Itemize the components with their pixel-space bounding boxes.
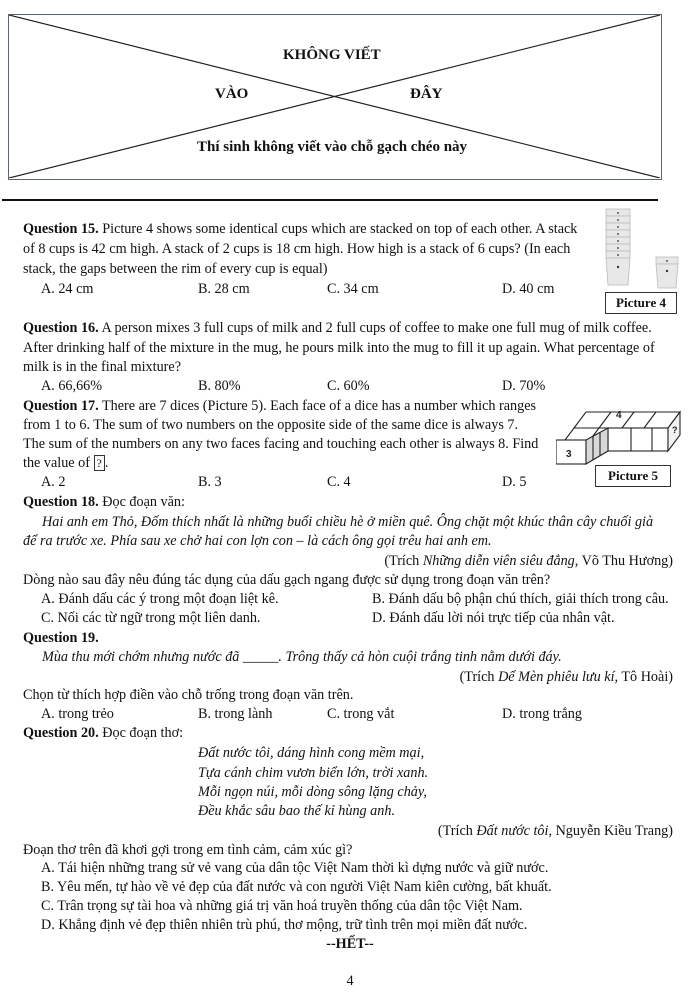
q20-poem-line4: Đều khắc sâu bao thế kỉ hùng anh. (198, 803, 396, 819)
q19-passage: Mùa thu mới chớm nhưng nước đã _____. Trông thấy cả hòn cuội trắng tinh nằm dưới đáy. (42, 649, 562, 665)
q17-label: Question 17. (23, 398, 99, 414)
header-note: Thí sinh không viết vào chỗ gạch chéo này (197, 139, 468, 155)
q19-line1 (23, 629, 99, 649)
q18-passage-line1: Hai anh em Thỏ, Đốm thích nhất là những buổi chiều hè ở miền quê. Ông chặt một khúc thân cây chuối già (42, 514, 654, 530)
q20-poem-line3: Mỗi ngọn núi, mỗi dòng sông lặng chảy, (198, 784, 427, 800)
q18-label: Question 18. (23, 494, 99, 510)
q15-line3: stack, the gaps between the rim of every cup is equal) (23, 261, 328, 277)
q15-option-c[interactable]: C. 34 cm (327, 281, 379, 297)
q17-option-c[interactable]: C. 4 (327, 474, 351, 490)
q17-line2: from 1 to 6. The sum of two numbers on the opposite side of the same dice is always 7. (23, 417, 519, 433)
q20-poem-line1: Đất nước tôi, dáng hình cong mềm mại, (198, 745, 425, 761)
q17-line1: Question 17. There are 7 dices (Picture 5). Each face of a dice has a number which ranges (23, 398, 537, 414)
q17-option-d[interactable]: D. 5 (502, 474, 527, 490)
q20-label: Question 20. (23, 725, 99, 741)
picture-4-caption: Picture 4 (605, 292, 677, 314)
q20-option-c[interactable]: C. Trân trọng sự tài hoa và những giá trị văn hoá truyền thống của dân tộc Việt Nam. (41, 898, 523, 914)
unknown-value-box: ? (94, 455, 105, 471)
header-left-word: VÀO (215, 86, 249, 102)
q15-option-b[interactable]: B. 28 cm (198, 281, 250, 297)
q15-line2: of 8 cups is 42 cm high. A stack of 2 cups is 18 cm high. How high is a stack of 6 cups? (In each (23, 241, 571, 257)
svg-text:4: 4 (616, 410, 622, 421)
q16-option-c[interactable]: C. 60% (327, 378, 370, 394)
q19-source: (Trích Dế Mèn phiêu lưu kí, Tô Hoài) (459, 669, 673, 685)
q15-option-d[interactable]: D. 40 cm (502, 281, 555, 297)
svg-text:?: ? (672, 425, 678, 435)
q17-line3: The sum of the numbers on any two faces facing and touching each other is always 8. Find (23, 436, 539, 452)
header-line1: KHÔNG VIẾT (283, 47, 381, 63)
q19-option-d[interactable]: D. trong trắng (502, 706, 582, 722)
dice-arrangement-picture (556, 406, 686, 468)
q19-label: Question 19. (23, 630, 99, 646)
divider-line (2, 199, 658, 201)
q18-source: (Trích Những diễn viên siêu đẳng, Võ Thu Hương) (384, 553, 673, 569)
q17-option-a[interactable]: A. 2 (41, 474, 66, 490)
q17-option-b[interactable]: B. 3 (198, 474, 222, 490)
q20-source: (Trích Đất nước tôi, Nguyễn Kiều Trang) (437, 823, 673, 839)
q16-line2: After drinking half of the mixture in the mug, he pours milk into the mug to fill it up again. What percentage of (23, 340, 655, 356)
stacked-cups-picture (600, 205, 690, 290)
end-mark: --HẾT-- (326, 936, 374, 952)
q20-question: Đoạn thơ trên đã khơi gợi trong em tình cảm, cảm xúc gì? (23, 842, 353, 858)
q18-option-c[interactable]: C. Nối các từ ngữ trong một liên danh. (41, 610, 261, 626)
q15-label: Question 15. (23, 221, 99, 237)
q16-option-d[interactable]: D. 70% (502, 378, 546, 394)
q18-passage-line2: để ra trước xe. Phía sau xe chở hai con lợn con – là cách ông gọi trêu hai anh em. (23, 533, 492, 549)
q16-option-a[interactable]: A. 66,66% (41, 378, 103, 394)
q18-option-d[interactable]: D. Đánh dấu lời nói trực tiếp của nhân vật. (372, 610, 615, 626)
q20-option-d[interactable]: D. Khẳng định vẻ đẹp thiên nhiên trù phú, thơ mộng, trữ tình trên mọi miền đất nước. (41, 917, 528, 933)
q20-option-b[interactable]: B. Yêu mến, tự hào về vẻ đẹp của đất nước và con người Việt Nam kiên cường, bất khuất. (41, 879, 552, 895)
q18-option-b[interactable]: B. Đánh dấu bộ phận chú thích, giải thích trong câu. (372, 591, 669, 607)
q16-option-b[interactable]: B. 80% (198, 378, 241, 394)
picture-5-caption: Picture 5 (595, 465, 671, 487)
q15-line1: Question 15. Picture 4 shows some identical cups which are stacked on top of each other. A stack (23, 221, 578, 237)
q16-line3: milk is in the final mixture? (23, 359, 182, 375)
page-number: 4 (346, 973, 354, 989)
q16-line1: Question 16. A person mixes 3 full cups of milk and 2 full cups of coffee to make one full mug of milk coffee. (23, 320, 652, 336)
q19-option-a[interactable]: A. trong trẻo (41, 706, 114, 722)
q20-poem-line2: Tựa cánh chim vươn biển lớn, trời xanh. (198, 765, 429, 781)
q19-option-c[interactable]: C. trong vắt (327, 706, 395, 722)
q16-label: Question 16. (23, 320, 99, 336)
q18-option-a[interactable]: A. Đánh dấu các ý trong một đoạn liệt kê. (41, 591, 279, 607)
q20-line1: Question 20. Đọc đoạn thơ: (23, 725, 184, 741)
q15-option-a[interactable]: A. 24 cm (41, 281, 94, 297)
q19-question: Chọn từ thích hợp điền vào chỗ trống trong đoạn văn trên. (23, 687, 354, 703)
q17-line4: the value of ? . (23, 455, 109, 471)
q18-line1: Question 18. Đọc đoạn văn: (23, 494, 185, 510)
q19-option-b[interactable]: B. trong lành (198, 706, 273, 722)
q18-question: Dòng nào sau đây nêu đúng tác dụng của dấu gạch ngang được sử dụng trong đoạn văn trên? (23, 572, 551, 588)
q20-option-a[interactable]: A. Tái hiện những trang sử vẻ vang của dân tộc Việt Nam thời kì dựng nước và giữ nước. (41, 860, 549, 876)
svg-text:3: 3 (566, 449, 572, 460)
do-not-write-box (8, 14, 662, 180)
header-right-word: ĐÂY (410, 86, 443, 102)
